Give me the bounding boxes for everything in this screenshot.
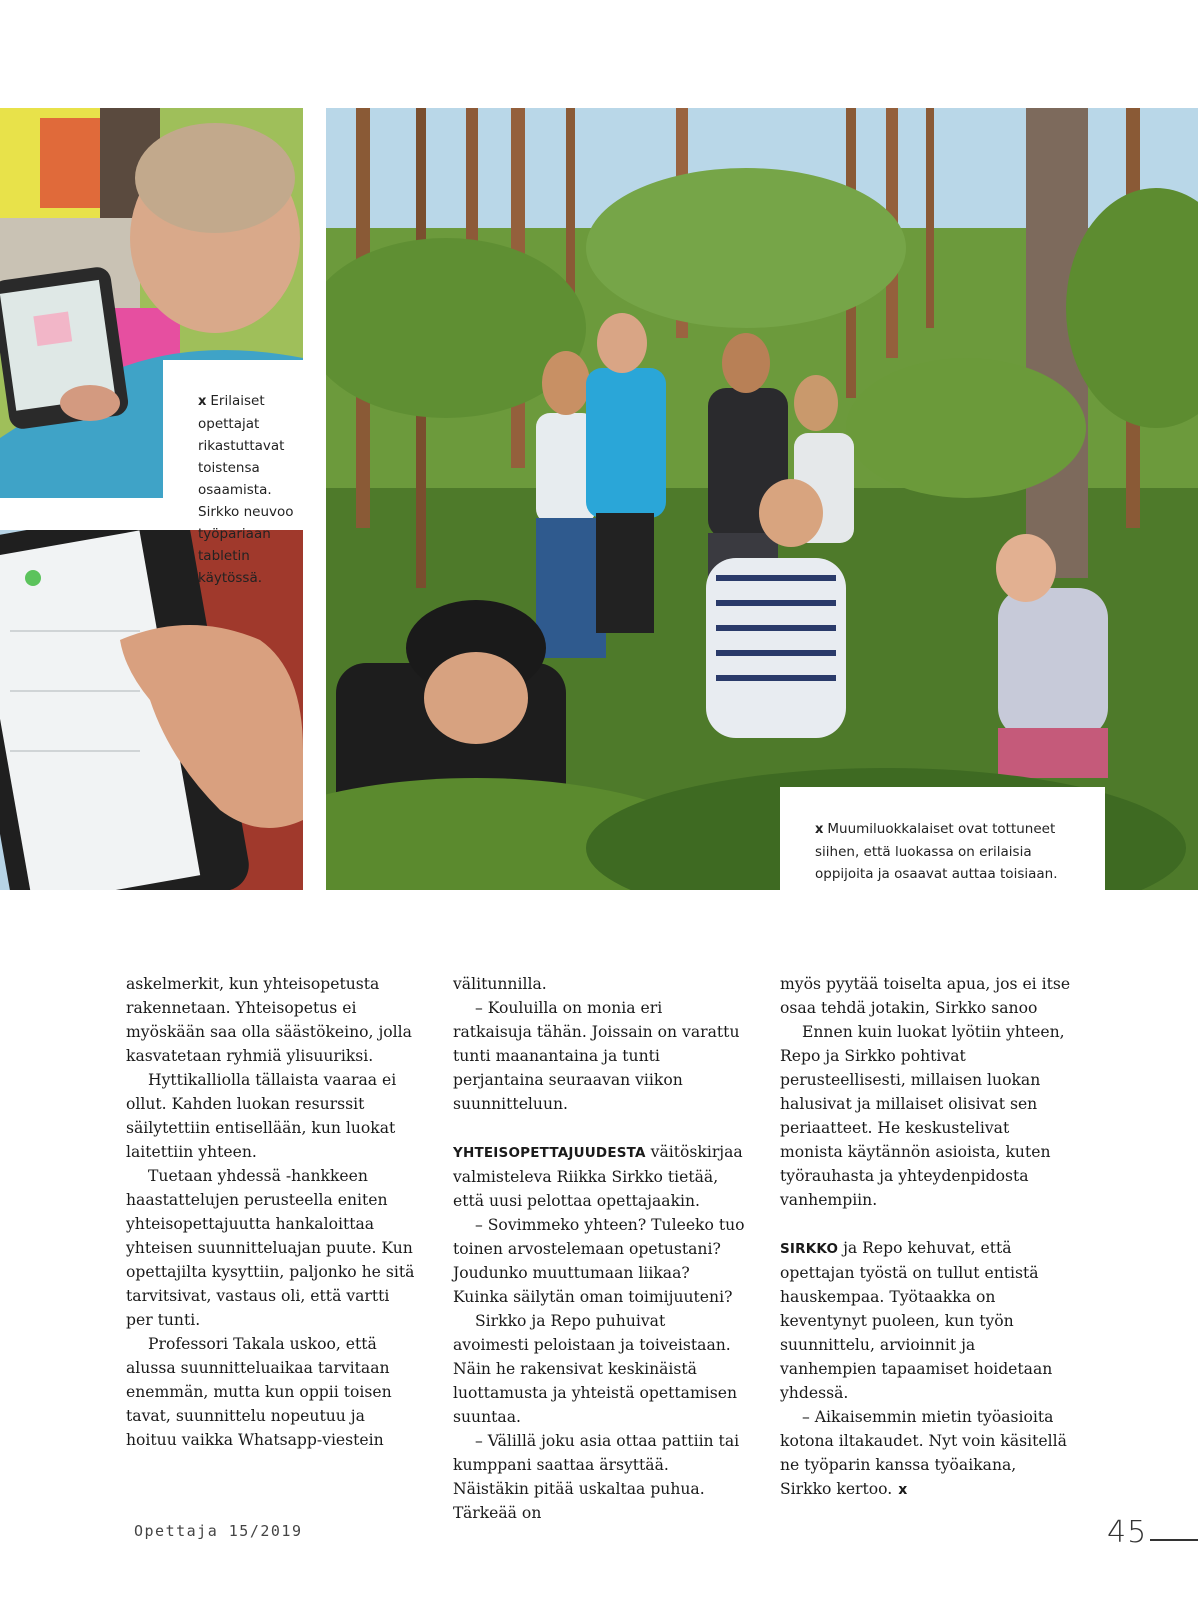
photo-caption-forest bbox=[815, 818, 1085, 885]
photo-caption-tablet bbox=[198, 390, 303, 589]
magazine-issue: Opettaja 15/2019 bbox=[134, 1522, 303, 1540]
class-in-forest-photo bbox=[326, 108, 1198, 890]
caption-text: Erilaiset opettajat rikastuttavat toistensa osaamista. Sirkko neuvoo työpariaan tabletin käytössä. bbox=[198, 393, 294, 586]
paragraph: – Välillä joku asia ottaa pattiin tai kumppani saattaa ärsyttää. Näistäkin pitää uskaltaa puhua. Tärkeää on bbox=[453, 1432, 740, 1522]
caption-mark-icon: x bbox=[198, 394, 207, 409]
lead-in: SIRKKO bbox=[780, 1241, 839, 1257]
paragraph-text: – Aikaisemmin mietin työasioita kotona iltakaudet. Nyt voin käsitellä ne työparin kanssa työaikana, Sirkko kertoo. bbox=[780, 1408, 1067, 1498]
paragraph bbox=[780, 1405, 1072, 1502]
paragraph: Tuetaan yhdessä -hankkeen haastattelujen perusteella eniten yhteisopettajuutta hankaloittaa yhteisen suunnitteluajan puute. Kun opettajilta kysyttiin, paljonko he sitä tarvitsivat, vastaus oli, että vartti per tunti. bbox=[126, 1167, 415, 1329]
article-column-3 bbox=[780, 972, 1072, 1502]
paragraph-with-lead bbox=[453, 1140, 745, 1213]
lead-in: YHTEISOPETTAJUUDESTA bbox=[453, 1145, 646, 1161]
paragraph: Sirkko ja Repo puhuivat avoimesti peloistaan ja toiveistaan. Näin he rakensivat keskinäistä luottamusta ja yhteistä opettamisen suuntaa. bbox=[453, 1312, 738, 1426]
page-number: 45 bbox=[1107, 1515, 1148, 1550]
paragraph: – Sovimmeko yhteen? Tuleeko tuo toinen arvostelemaan opetustani? Joudunko muuttumaan liikaa? Kuinka säilytän oman toimijuuteni? bbox=[453, 1216, 745, 1306]
caption-mark-icon: x bbox=[815, 822, 824, 837]
article-column-2 bbox=[453, 972, 745, 1525]
caption-text: Muumiluokkalaiset ovat tottuneet siihen, että luokassa on erilaisia oppijoita ja osaavat auttaa toisiaan. bbox=[815, 821, 1058, 882]
page-number-rule bbox=[1150, 1539, 1198, 1541]
paragraph: myös pyytää toiselta apua, jos ei itse osaa tehdä jotakin, Sirkko sanoo bbox=[780, 975, 1071, 1017]
paragraph: Ennen kuin luokat lyötiin yhteen, Repo ja Sirkko pohtivat perusteellisesti, millaisen luokan halusivat ja millaiset olisivat sen periaatteet. He keskustelivat monista käytännön asioista, kuten työrauhasta ja yhteydenpidosta vanhempiin. bbox=[780, 1023, 1065, 1209]
paragraph: Hyttikalliolla tällaista vaaraa ei ollut. Kahden luokan resurssit säilytettiin entisellään, kun luokat laitettiin yhteen. bbox=[126, 1071, 397, 1161]
paragraph: välitunnilla. bbox=[453, 975, 547, 993]
paragraph: – Kouluilla on monia eri ratkaisuja tähän. Joissain on varattu tunti maanantaina ja tunti perjantaina seuraavan viikon suunnitteluun. bbox=[453, 999, 740, 1113]
end-mark-icon: x bbox=[898, 1482, 908, 1498]
paragraph: askelmerkit, kun yhteisopetusta rakennetaan. Yhteisopetus ei myöskään saa olla säästökeino, jolla kasvatetaan ryhmiä ylisuuriksi. bbox=[126, 975, 412, 1065]
paragraph-text: ja Repo kehuvat, että opettajan työstä on tullut entistä hauskempaa. Työtaakka on keventynyt puoleen, kun työn suunnittelu, arvioinnit ja vanhempien tapaamiset hoidetaan yhdessä. bbox=[780, 1239, 1053, 1402]
paragraph-with-lead bbox=[780, 1236, 1072, 1405]
paragraph-text: väitöskirjaa valmisteleva Riikka Sirkko tietää, että uusi pelottaa opettajaakin. bbox=[453, 1143, 743, 1210]
article-column-1 bbox=[126, 972, 418, 1452]
paragraph: Professori Takala uskoo, että alussa suunnitteluaikaa tarvitaan enemmän, mutta kun oppii toisen tavat, suunnittelu nopeutuu ja hoituu vaikka Whatsapp-viestein bbox=[126, 1335, 392, 1449]
